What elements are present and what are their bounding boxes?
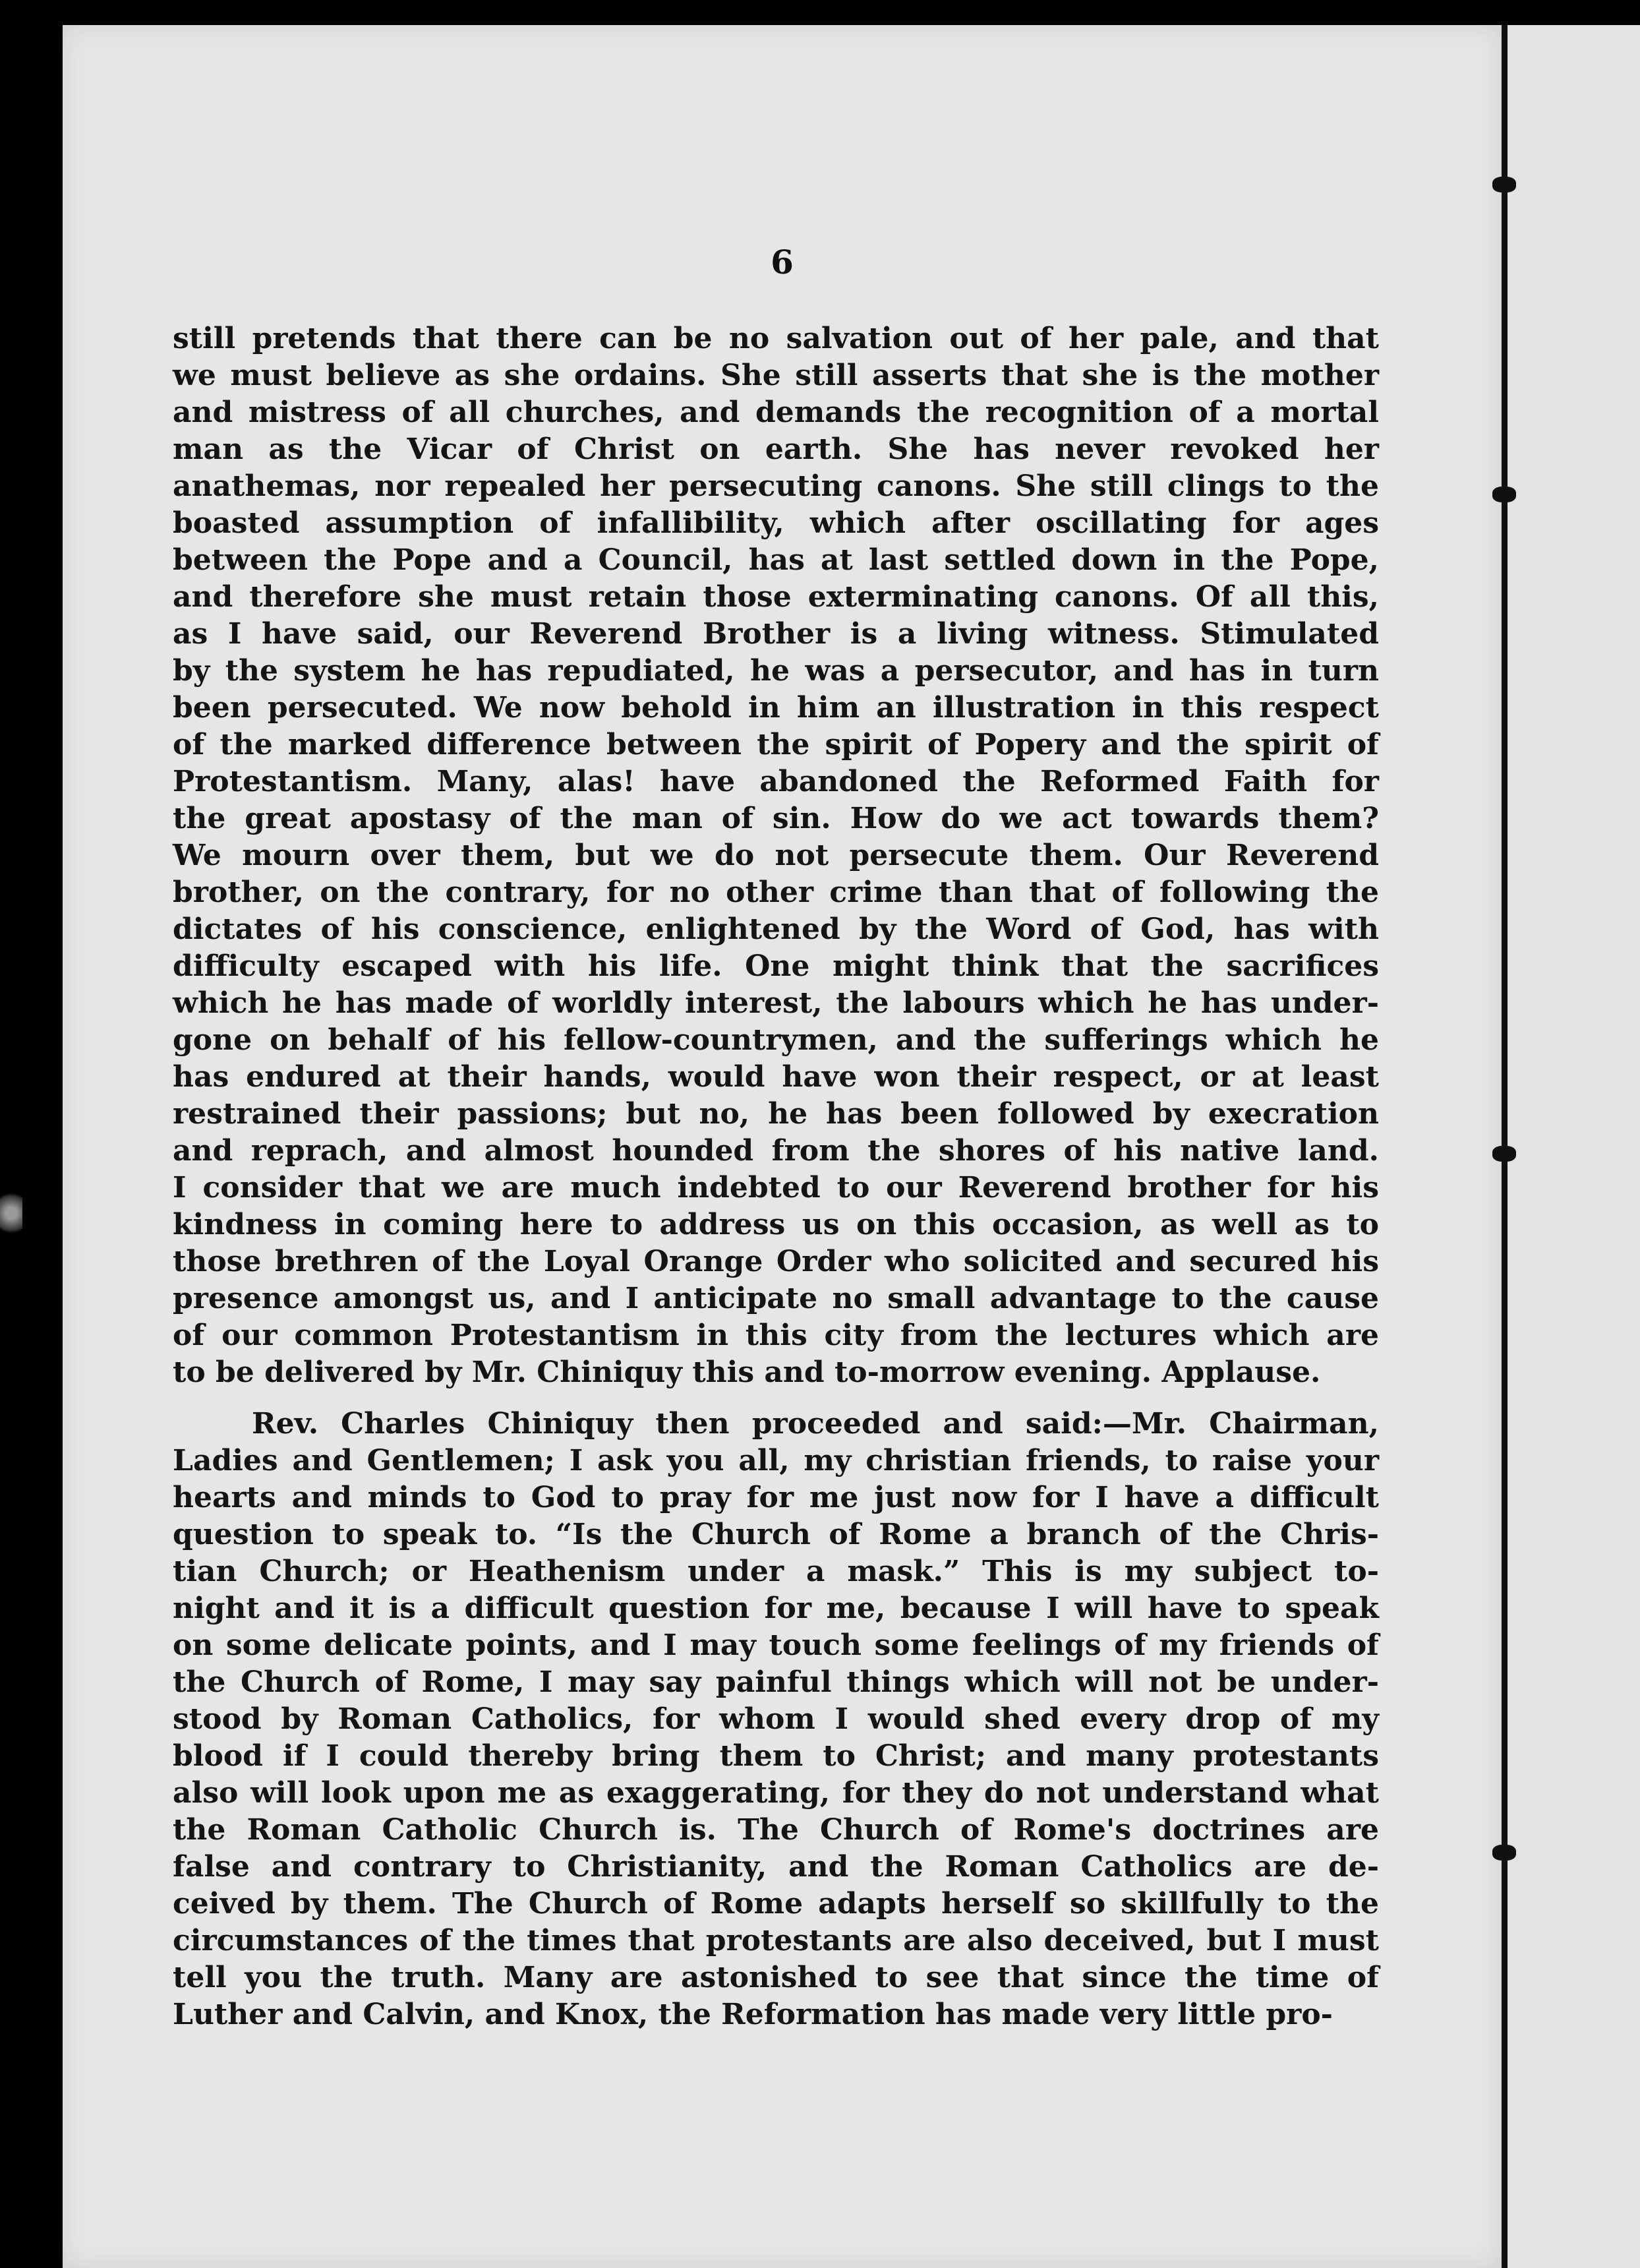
text-line: Protestantism. Many, alas! have abandoned the Reformed Faith for xyxy=(173,765,1379,798)
text-line: also will look upon me as exaggerating, for they do not understand what xyxy=(173,1776,1379,1810)
binding-stitch-mark xyxy=(1492,1146,1516,1162)
text-line: night and it is a difficult question for me, because I will have to speak xyxy=(173,1592,1379,1625)
binding-stitch-mark xyxy=(1492,177,1516,193)
text-line: ceived by them. The Church of Rome adapts herself so skillfully to the xyxy=(173,1887,1379,1921)
text-line: Rev. Charles Chiniquy then proceeded and said:—Mr. Chairman, xyxy=(252,1407,1379,1441)
paragraph-1 xyxy=(173,320,1379,1391)
text-line: the Church of Rome, I may say painful things which will not be under- xyxy=(173,1665,1379,1699)
body-text xyxy=(173,320,1379,2033)
text-line: we must believe as she ordains. She still asserts that she is the mother xyxy=(173,359,1379,392)
text-line: We mourn over them, but we do not persecute them. Our Reverend xyxy=(173,839,1379,872)
text-line: Luther and Calvin, and Knox, the Reformation has made very little pro- xyxy=(173,1998,1333,2031)
page-number: 6 xyxy=(771,243,794,282)
text-line: restrained their passions; but no, he has been followed by execration xyxy=(173,1097,1379,1131)
text-line: and mistress of all churches, and demands the recognition of a mortal xyxy=(173,396,1379,429)
text-line: man as the Vicar of Christ on earth. She has never revoked her xyxy=(173,433,1379,466)
text-line: has endured at their hands, would have won their respect, or at least xyxy=(173,1060,1379,1094)
text-line: brother, on the contrary, for no other crime than that of following the xyxy=(173,876,1379,909)
text-line: question to speak to. “Is the Church of Rome a branch of the Chris- xyxy=(173,1518,1379,1551)
binding-stitch-mark xyxy=(1492,1845,1516,1861)
text-line: the Roman Catholic Church is. The Church of Rome's doctrines are xyxy=(173,1813,1379,1847)
text-line: boasted assumption of infallibility, which after oscillating for ages xyxy=(173,506,1379,540)
text-line: difficulty escaped with his life. One might think that the sacrifices xyxy=(173,949,1379,983)
text-line: circumstances of the times that protestants are also deceived, but I must xyxy=(173,1924,1379,1957)
text-line: those brethren of the Loyal Orange Order who solicited and secured his xyxy=(173,1245,1379,1278)
adjacent-page-edge xyxy=(1502,25,1640,2268)
text-line: of the marked difference between the spirit of Popery and the spirit of xyxy=(173,728,1379,761)
paragraph-gap xyxy=(173,1391,1379,1406)
text-line: tian Church; or Heathenism under a mask.” This is my subject to- xyxy=(173,1555,1379,1588)
text-line: as I have said, our Reverend Brother is a living witness. Stimulated xyxy=(173,617,1379,651)
text-line: to be delivered by Mr. Chiniquy this and to-morrow evening. Applause. xyxy=(173,1356,1321,1389)
text-line: Ladies and Gentlemen; I ask you all, my christian friends, to raise your xyxy=(173,1444,1379,1477)
text-line: the great apostasy of the man of sin. How do we act towards them? xyxy=(173,802,1379,835)
text-line: on some delicate points, and I may touch some feelings of my friends of xyxy=(173,1628,1379,1662)
text-line: and reprach, and almost hounded from the shores of his native land. xyxy=(173,1134,1379,1168)
text-line: anathemas, nor repealed her persecuting canons. She still clings to the xyxy=(173,469,1379,503)
text-line: still pretends that there can be no salvation out of her pale, and that xyxy=(173,322,1379,355)
scan-artifact-left xyxy=(0,1187,22,1239)
text-line: by the system he has repudiated, he was a persecutor, and has in turn xyxy=(173,654,1379,688)
text-line: blood if I could thereby bring them to Christ; and many protestants xyxy=(173,1739,1379,1773)
text-line: and therefore she must retain those exterminating canons. Of all this, xyxy=(173,580,1379,614)
text-line: I consider that we are much indebted to our Reverend brother for his xyxy=(173,1171,1379,1205)
binding-stitch-mark xyxy=(1492,487,1516,502)
text-line: between the Pope and a Council, has at last settled down in the Pope, xyxy=(173,543,1379,577)
text-line: presence amongst us, and I anticipate no small advantage to the cause xyxy=(173,1282,1379,1315)
paragraph-2 xyxy=(173,1406,1379,2033)
text-line: stood by Roman Catholics, for whom I would shed every drop of my xyxy=(173,1702,1379,1736)
text-line: which he has made of worldly interest, the labours which he has under- xyxy=(173,986,1379,1020)
text-line: false and contrary to Christianity, and the Roman Catholics are de- xyxy=(173,1850,1379,1884)
text-line: tell you the truth. Many are astonished to see that since the time of xyxy=(173,1961,1379,1994)
text-line: of our common Protestantism in this city from the lectures which are xyxy=(173,1319,1379,1352)
text-line: been persecuted. We now behold in him an illustration in this respect xyxy=(173,691,1379,725)
text-line: gone on behalf of his fellow-countrymen, and the sufferings which he xyxy=(173,1023,1379,1057)
text-line: hearts and minds to God to pray for me just now for I have a difficult xyxy=(173,1481,1379,1514)
text-line: dictates of his conscience, enlightened by the Word of God, has with xyxy=(173,912,1379,946)
text-line: kindness in coming here to address us on this occasion, as well as to xyxy=(173,1208,1379,1241)
scanned-page xyxy=(63,25,1502,2268)
